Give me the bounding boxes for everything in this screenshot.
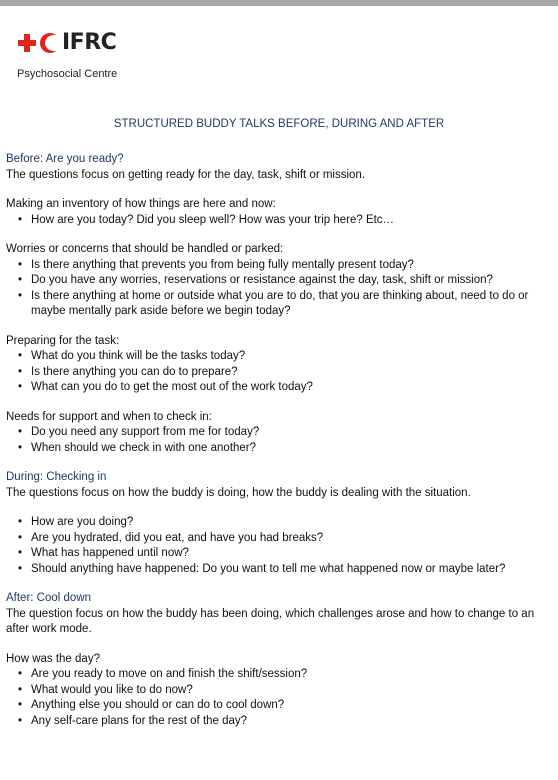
group-label: How was the day? bbox=[6, 652, 100, 665]
group-label: Needs for support and when to check in: bbox=[6, 410, 212, 423]
logo-text: IFRC bbox=[62, 30, 117, 55]
list-item: • How are you doing? bbox=[6, 515, 551, 531]
red-crescent-icon bbox=[40, 33, 57, 53]
section-intro: The question focus on how the buddy has been doing, which challenges arose and how to change to an after work mode. bbox=[6, 607, 535, 635]
group-label: Worries or concerns that should be handled or parked: bbox=[6, 243, 284, 255]
bullet-list bbox=[6, 213, 551, 229]
list-item: • Should anything have happened: Do you want to tell me what happened now or maybe later? bbox=[6, 562, 551, 578]
list-item: • Are you hydrated, did you eat, and have you had breaks? bbox=[6, 531, 551, 547]
list-item: • Do you have any worries, reservations or resistance against the day, task, shift or mission? bbox=[6, 273, 551, 289]
list-item: • What would you like to do now? bbox=[6, 683, 551, 699]
list-item: • Is there anything you can do to prepare? bbox=[6, 365, 551, 381]
bullet-list bbox=[6, 349, 551, 396]
red-cross-icon bbox=[18, 34, 36, 52]
bullet-list bbox=[6, 515, 551, 577]
list-item: • When should we check in with one another? bbox=[6, 441, 551, 457]
document-body bbox=[6, 152, 551, 729]
list-item: • Are you ready to move on and finish the shift/session? bbox=[6, 667, 551, 683]
list-item: • Do you need any support from me for today? bbox=[6, 425, 551, 441]
section-intro: The questions focus on how the buddy is doing, how the buddy is dealing with the situation. bbox=[6, 486, 471, 499]
top-bar bbox=[0, 0, 558, 6]
section-intro: The questions focus on getting ready for the day, task, shift or mission. bbox=[6, 168, 366, 181]
list-item: • Is there anything that prevents you from being fully mentally present today? bbox=[6, 258, 551, 274]
section-heading-after: After: Cool down bbox=[6, 592, 92, 604]
group-label: Making an inventory of how things are here and now: bbox=[6, 198, 276, 210]
logo-subtitle: Psychosocial Centre bbox=[17, 68, 118, 80]
section-heading-before: Before: Are you ready? bbox=[6, 153, 124, 165]
group-label: Preparing for the task: bbox=[6, 334, 120, 347]
document-title: STRUCTURED BUDDY TALKS BEFORE, DURING AND AFTER bbox=[113, 118, 445, 130]
list-item: • Anything else you should or can do to cool down? bbox=[6, 698, 551, 714]
list-item: • What has happened until now? bbox=[6, 546, 551, 562]
list-item: • What can you do to get the most out of the work today? bbox=[6, 380, 551, 396]
bullet-list bbox=[6, 425, 551, 456]
list-item: • Is there anything at home or outside what you are to do, that you are thinking about, need to do or maybe mentally park aside before we begin today? bbox=[6, 289, 551, 320]
bullet-list bbox=[6, 667, 551, 729]
section-heading-during: During: Checking in bbox=[6, 471, 107, 483]
bullet-list bbox=[6, 258, 551, 320]
list-item: • Any self-care plans for the rest of the day? bbox=[6, 714, 551, 730]
list-item: • What do you think will be the tasks today? bbox=[6, 349, 551, 365]
list-item: • How are you today? Did you sleep well? How was your trip here? Etc… bbox=[6, 213, 551, 229]
ifrc-logo bbox=[18, 32, 116, 54]
